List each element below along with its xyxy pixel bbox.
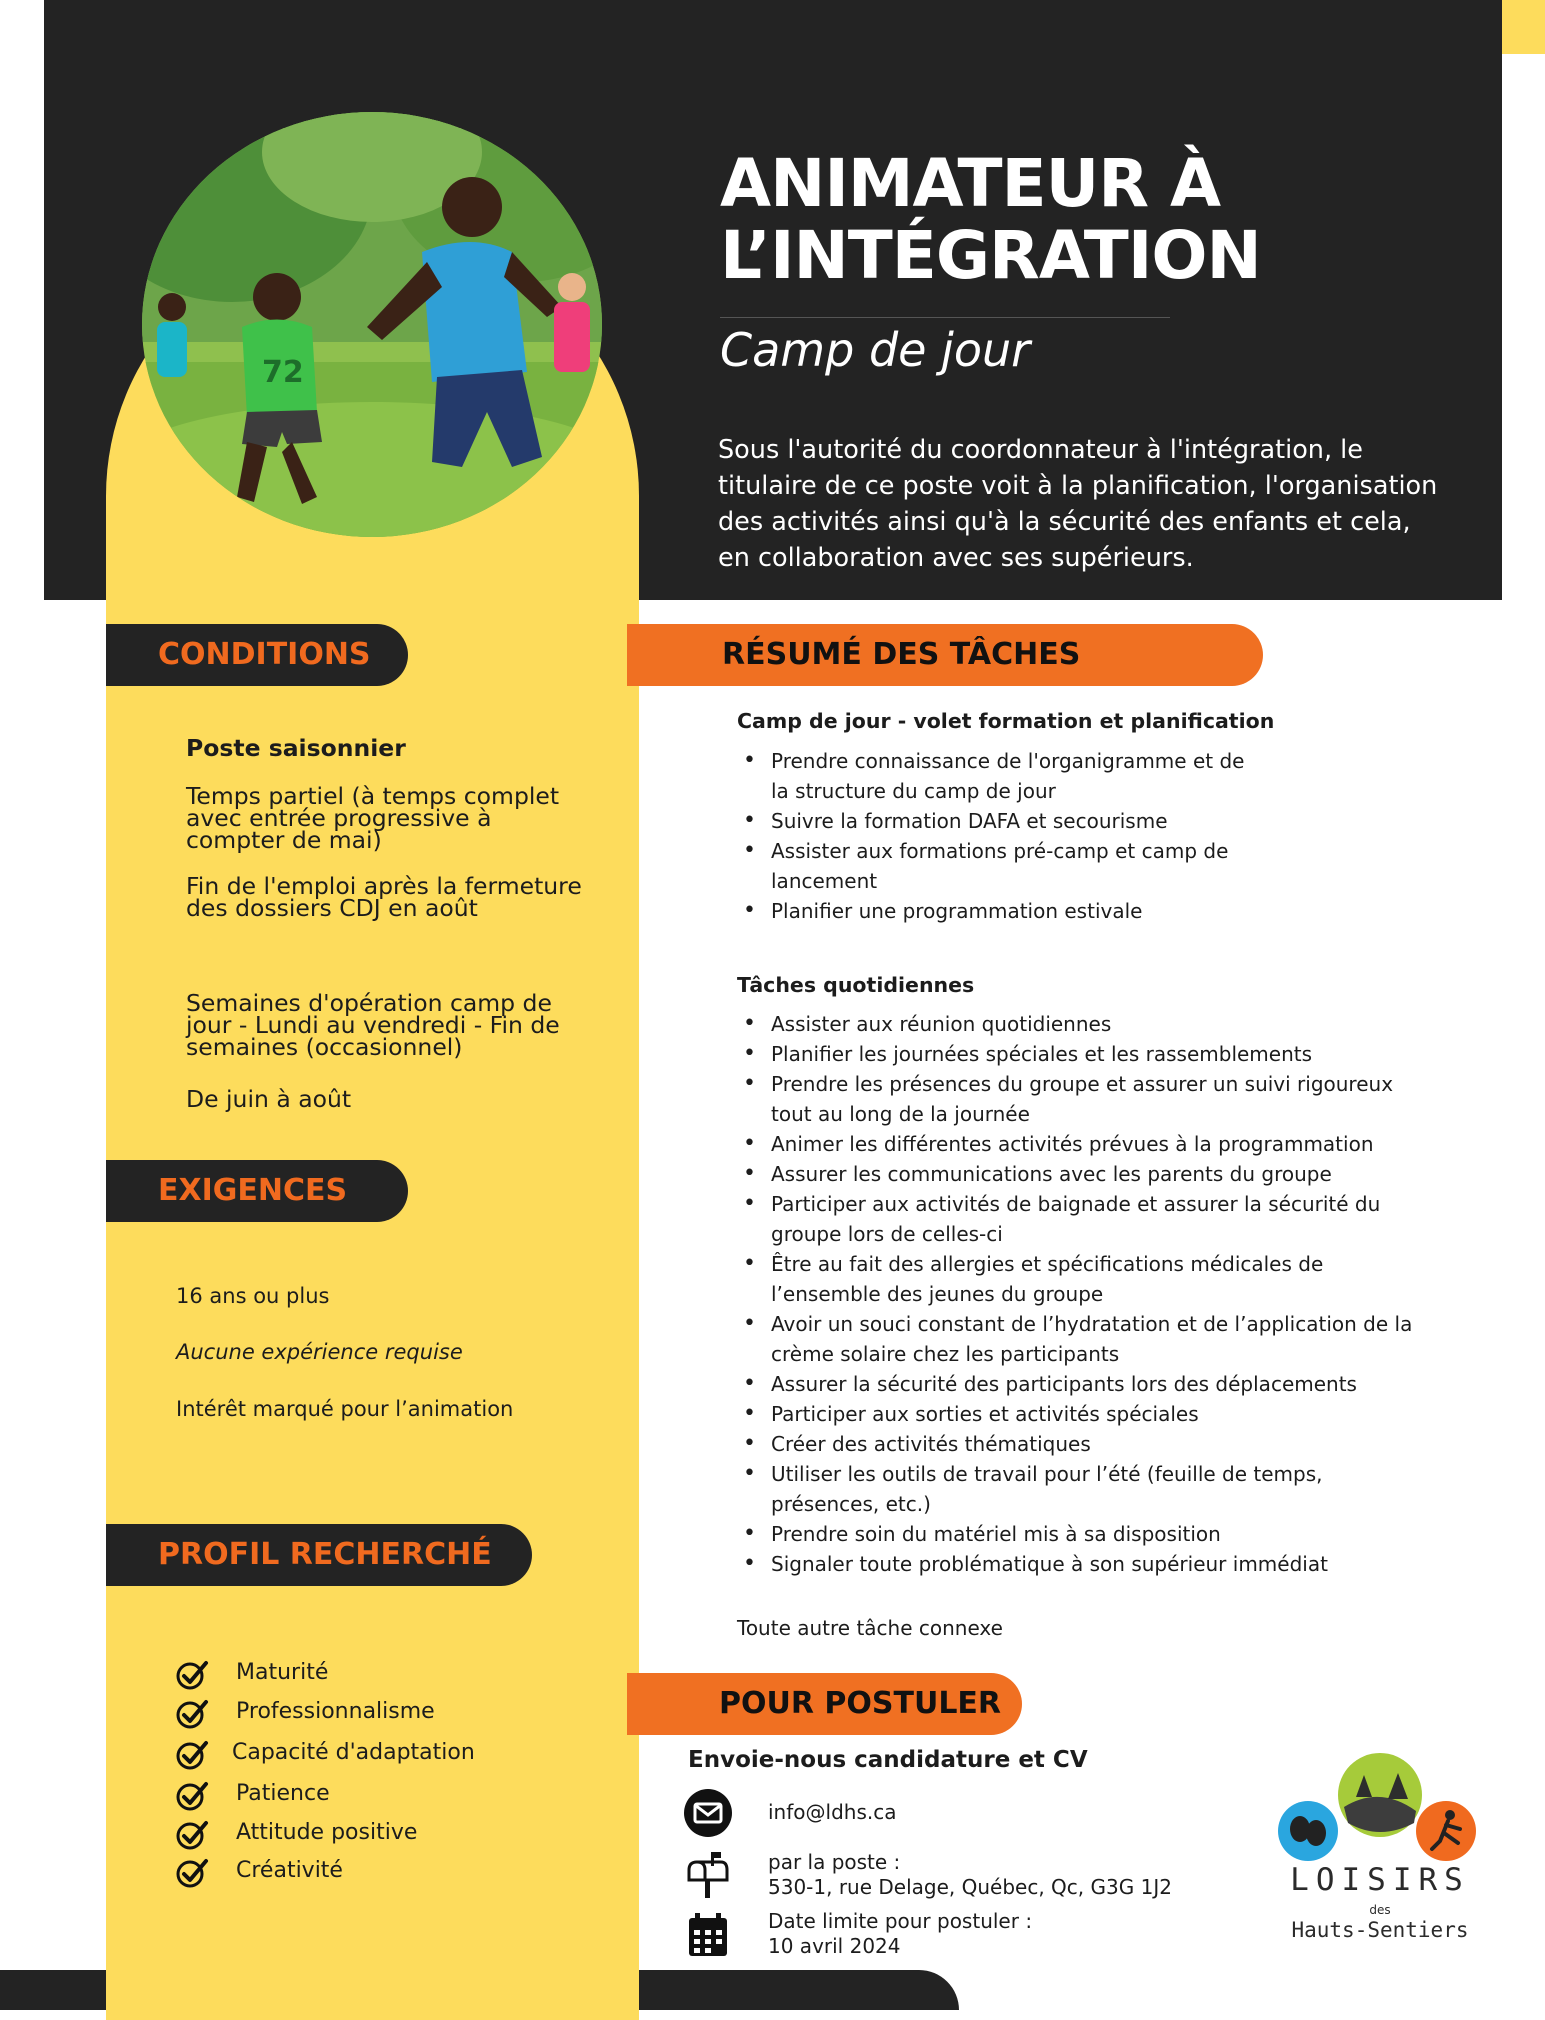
intro-paragraph: Sous l'autorité du coordonnateur à l'intégration, le titulaire de ce poste voit à la planification, l'organisation des activités ainsi qu'à la sécurité des enfants et cela, en collaboration avec ses supérieurs. xyxy=(718,435,1438,573)
svg-text:72: 72 xyxy=(262,355,304,390)
page-title xyxy=(720,145,1480,294)
profil-item: Professionnalisme xyxy=(236,1699,435,1724)
deadline-label: Date limite pour postuler : xyxy=(768,1909,1033,1933)
checkmark-icon xyxy=(175,1738,209,1772)
title-line-2: L’INTÉGRATION xyxy=(720,217,1261,294)
calendar-icon xyxy=(683,1910,733,1960)
logo-des: des xyxy=(1369,1903,1391,1917)
condition-item: Temps partiel (à temps complet avec entrée progressive à compter de mai) xyxy=(186,782,560,854)
list-item: • Animer les différentes activités prévues à la programmation xyxy=(737,1129,1437,1159)
title-divider xyxy=(720,317,1170,318)
list-item: • Assurer la sécurité des participants lors des déplacements xyxy=(737,1369,1437,1399)
list-item: • Prendre connaissance de l'organigramme et de la structure du camp de jour xyxy=(737,746,1437,806)
list-item: • Planifier une programmation estivale xyxy=(737,896,1437,926)
postuler-heading: POUR POSTULER xyxy=(627,1673,1022,1735)
email-link[interactable]: info@ldhs.ca xyxy=(768,1800,897,1824)
condition-item: De juin à août xyxy=(186,1085,352,1113)
list-item: • Assister aux réunion quotidiennes xyxy=(737,1009,1437,1039)
conditions-heading: CONDITIONS xyxy=(106,624,408,686)
list-item: • Avoir un souci constant de l’hydratation et de l’application de la crème solaire chez les participants xyxy=(737,1309,1437,1369)
email-icon xyxy=(683,1788,733,1838)
profil-item: Patience xyxy=(236,1781,330,1806)
apply-intro: Envoie-nous candidature et CV xyxy=(688,1747,1088,1773)
list-item: • Participer aux activités de baignade et assurer la sécurité du groupe lors de celles-ci xyxy=(737,1189,1437,1249)
condition-item: Semaines d'opération camp de jour - Lundi au vendredi - Fin de semaines (occasionnel) xyxy=(186,989,560,1061)
profil-item: Créativité xyxy=(236,1858,343,1883)
condition-item: Poste saisonnier xyxy=(186,734,406,762)
logo-subtitle: Hauts-Sentiers xyxy=(1291,1918,1469,1942)
exigence-item: Aucune expérience requise xyxy=(176,1340,463,1364)
list-item: • Utiliser les outils de travail pour l’été (feuille de temps, présences, etc.) xyxy=(737,1459,1437,1519)
list-item: • Signaler toute problématique à son supérieur immédiat xyxy=(737,1549,1437,1579)
checkmark-icon xyxy=(175,1856,209,1890)
list-item: • Prendre soin du matériel mis à sa disposition xyxy=(737,1519,1437,1549)
list-item: • Prendre les présences du groupe et assurer un suivi rigoureux tout au long de la journée xyxy=(737,1069,1437,1129)
taches-heading: RÉSUMÉ DES TÂCHES xyxy=(627,624,1263,686)
logo-wordmark: LOISIRS xyxy=(1290,1862,1470,1898)
checkmark-icon xyxy=(175,1697,209,1731)
list-item: • Assurer les communications avec les parents du groupe xyxy=(737,1159,1437,1189)
title-line-1: ANIMATEUR À xyxy=(720,145,1221,222)
checkmark-icon xyxy=(175,1658,209,1692)
mail-address: 530-1, rue Delage, Québec, Qc, G3G 1J2 xyxy=(768,1875,1172,1899)
list-item: • Participer aux sorties et activités spéciales xyxy=(737,1399,1437,1429)
list-item: • Être au fait des allergies et spécifications médicales de l’ensemble des jeunes du groupe xyxy=(737,1249,1437,1309)
quotidiennes-list xyxy=(737,1009,1437,1579)
other-tasks-note: Toute autre tâche connexe xyxy=(737,1616,1003,1640)
list-item: • Créer des activités thématiques xyxy=(737,1429,1437,1459)
profil-item: Capacité d'adaptation xyxy=(232,1740,475,1765)
page-subtitle: Camp de jour xyxy=(720,323,1031,377)
profil-item: Attitude positive xyxy=(236,1820,418,1845)
quotidiennes-heading: Tâches quotidiennes xyxy=(737,973,975,997)
profil-item: Maturité xyxy=(236,1660,329,1685)
list-item: • Suivre la formation DAFA et secourisme xyxy=(737,806,1437,836)
formation-heading: Camp de jour - volet formation et planification xyxy=(737,709,1275,733)
profil-heading: PROFIL RECHERCHÉ xyxy=(106,1524,532,1586)
deadline-date: 10 avril 2024 xyxy=(768,1934,901,1958)
exigences-heading: EXIGENCES xyxy=(106,1160,408,1222)
header-photo xyxy=(142,112,602,537)
list-item: • Assister aux formations pré-camp et camp de lancement xyxy=(737,836,1437,896)
exigence-item: Intérêt marqué pour l’animation xyxy=(176,1397,514,1421)
formation-list xyxy=(737,746,1437,926)
mail-label: par la poste : xyxy=(768,1850,901,1874)
condition-item: Fin de l'emploi après la fermeture des dossiers CDJ en août xyxy=(186,872,582,922)
list-item: • Planifier les journées spéciales et les rassemblements xyxy=(737,1039,1437,1069)
footer-accent-right xyxy=(639,1970,959,2010)
footer-accent-left xyxy=(0,1970,106,2010)
checkmark-icon xyxy=(175,1779,209,1813)
mailbox-icon xyxy=(683,1850,733,1900)
exigence-item: 16 ans ou plus xyxy=(176,1284,330,1308)
checkmark-icon xyxy=(175,1818,209,1852)
